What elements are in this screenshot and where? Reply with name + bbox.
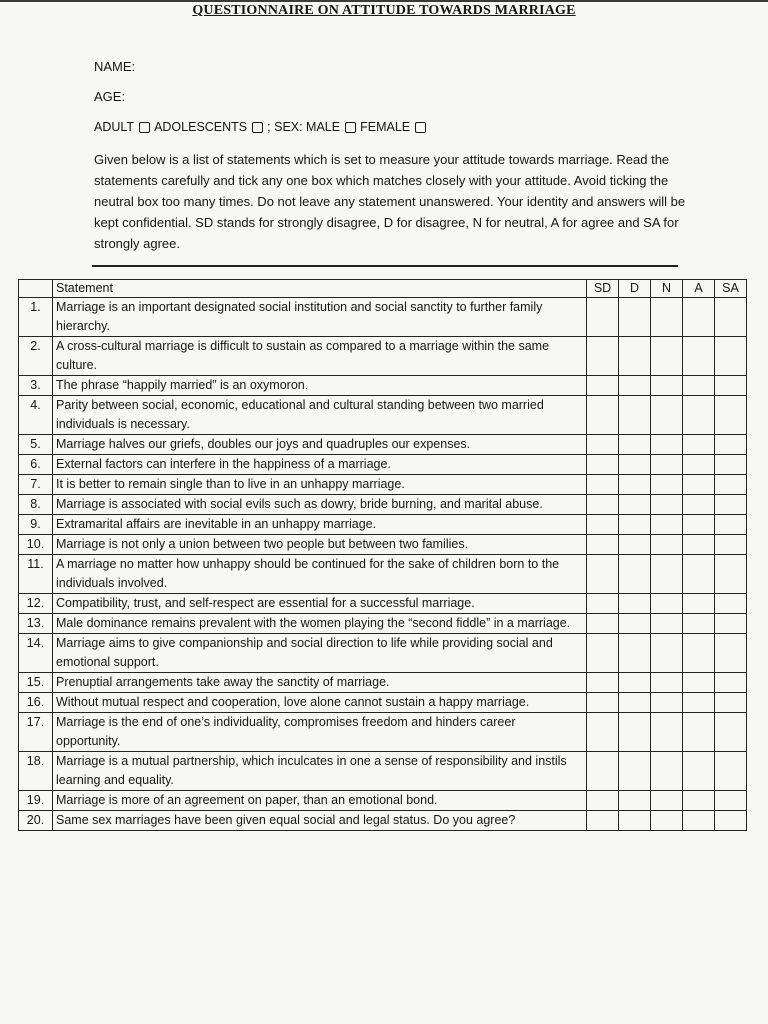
rating-cell-sa[interactable] xyxy=(715,555,747,594)
rating-cell-sa[interactable] xyxy=(715,634,747,673)
row-number: 14. xyxy=(19,634,53,673)
table-row xyxy=(19,594,747,614)
rating-cell-d[interactable] xyxy=(619,752,651,791)
rating-cell-d[interactable] xyxy=(619,515,651,535)
rating-cell-sa[interactable] xyxy=(715,396,747,435)
rating-cell-n[interactable] xyxy=(651,614,683,634)
rating-cell-sd[interactable] xyxy=(587,455,619,475)
table-row xyxy=(19,791,747,811)
rating-cell-a[interactable] xyxy=(683,673,715,693)
row-number: 15. xyxy=(19,673,53,693)
female-label: FEMALE xyxy=(360,120,411,134)
rating-cell-n[interactable] xyxy=(651,495,683,515)
rating-cell-n[interactable] xyxy=(651,396,683,435)
row-number: 5. xyxy=(19,435,53,455)
rating-cell-sd[interactable] xyxy=(587,791,619,811)
row-number: 9. xyxy=(19,515,53,535)
table-row xyxy=(19,555,747,594)
rating-cell-n[interactable] xyxy=(651,634,683,673)
rating-cell-a[interactable] xyxy=(683,535,715,555)
rating-cell-d[interactable] xyxy=(619,693,651,713)
questionnaire-table xyxy=(18,279,747,831)
header-a: A xyxy=(683,280,715,298)
row-number: 18. xyxy=(19,752,53,791)
row-number: 17. xyxy=(19,713,53,752)
header-n: N xyxy=(651,280,683,298)
rating-cell-d[interactable] xyxy=(619,811,651,831)
rating-cell-sa[interactable] xyxy=(715,693,747,713)
rating-cell-d[interactable] xyxy=(619,495,651,515)
female-checkbox[interactable] xyxy=(415,122,426,133)
adult-label: ADULT xyxy=(94,120,135,134)
rating-cell-sd[interactable] xyxy=(587,475,619,495)
rating-cell-a[interactable] xyxy=(683,396,715,435)
table-row xyxy=(19,634,747,673)
table-body xyxy=(19,298,747,831)
rating-cell-a[interactable] xyxy=(683,495,715,515)
rating-cell-d[interactable] xyxy=(619,475,651,495)
row-statement: The phrase “happily married” is an oxymoron. xyxy=(53,376,587,396)
header-sd: SD xyxy=(587,280,619,298)
rating-cell-sd[interactable] xyxy=(587,811,619,831)
rating-cell-n[interactable] xyxy=(651,298,683,337)
instructions-text: Given below is a list of statements which is set to measure your attitude towards marriage. Read the statements carefully and tick any one box which matches closely with your attitude. Avoid ticking the neutral box too many times. Do not leave any statement unanswered. Your identity and answers will be kept confidential. SD stands for strongly disagree, D for disagree, N for neutral, A for agree and SA for strongly agree. xyxy=(94,152,686,251)
rating-cell-sa[interactable] xyxy=(715,811,747,831)
table-row xyxy=(19,435,747,455)
row-number: 3. xyxy=(19,376,53,396)
row-number: 6. xyxy=(19,455,53,475)
rating-cell-a[interactable] xyxy=(683,515,715,535)
rating-cell-sd[interactable] xyxy=(587,673,619,693)
rating-cell-sa[interactable] xyxy=(715,298,747,337)
rating-cell-a[interactable] xyxy=(683,752,715,791)
rating-cell-n[interactable] xyxy=(651,791,683,811)
rating-cell-a[interactable] xyxy=(683,475,715,495)
rating-cell-sd[interactable] xyxy=(587,495,619,515)
rating-cell-sa[interactable] xyxy=(715,376,747,396)
table-row xyxy=(19,475,747,495)
rating-cell-a[interactable] xyxy=(683,376,715,396)
row-statement: Marriage is a mutual partnership, which inculcates in one a sense of responsibility and instils learning and equality. xyxy=(53,752,587,791)
row-number: 13. xyxy=(19,614,53,634)
rating-cell-sa[interactable] xyxy=(715,495,747,515)
rating-cell-a[interactable] xyxy=(683,811,715,831)
table-row xyxy=(19,693,747,713)
rating-cell-sa[interactable] xyxy=(715,455,747,475)
table-row xyxy=(19,752,747,791)
page-title: QUESTIONNAIRE ON ATTITUDE TOWARDS MARRIAGE xyxy=(192,3,576,18)
row-statement: External factors can interfere in the happiness of a marriage. xyxy=(53,455,587,475)
table-row xyxy=(19,298,747,337)
rating-cell-a[interactable] xyxy=(683,455,715,475)
row-statement: Same sex marriages have been given equal social and legal status. Do you agree? xyxy=(53,811,587,831)
rating-cell-sa[interactable] xyxy=(715,791,747,811)
row-statement: A marriage no matter how unhappy should be continued for the sake of children born to the individuals involved. xyxy=(53,555,587,594)
rating-cell-sa[interactable] xyxy=(715,515,747,535)
row-statement: Prenuptial arrangements take away the sanctity of marriage. xyxy=(53,673,587,693)
row-statement: A cross-cultural marriage is difficult to sustain as compared to a marriage within the same culture. xyxy=(53,337,587,376)
table-row xyxy=(19,495,747,515)
table-row xyxy=(19,673,747,693)
header-number-cell xyxy=(19,280,53,298)
table-row xyxy=(19,337,747,376)
table-row xyxy=(19,535,747,555)
rating-cell-n[interactable] xyxy=(651,693,683,713)
age-label: AGE: xyxy=(94,89,126,104)
rating-cell-sd[interactable] xyxy=(587,535,619,555)
rating-cell-d[interactable] xyxy=(619,791,651,811)
rating-cell-a[interactable] xyxy=(683,693,715,713)
rating-cell-sd[interactable] xyxy=(587,337,619,376)
row-statement: Marriage is not only a union between two people but between two families. xyxy=(53,535,587,555)
adolescents-label: ADOLESCENTS xyxy=(154,120,248,134)
row-number: 16. xyxy=(19,693,53,713)
row-statement: Parity between social, economic, educational and cultural standing between two married individuals is necessary. xyxy=(53,396,587,435)
demographics-row xyxy=(94,120,430,134)
rating-cell-sa[interactable] xyxy=(715,337,747,376)
row-statement: Marriage is more of an agreement on paper, than an emotional bond. xyxy=(53,791,587,811)
rating-cell-a[interactable] xyxy=(683,337,715,376)
row-number: 4. xyxy=(19,396,53,435)
rating-cell-sa[interactable] xyxy=(715,475,747,495)
table-row xyxy=(19,455,747,475)
rating-cell-n[interactable] xyxy=(651,455,683,475)
table-row xyxy=(19,713,747,752)
rating-cell-sa[interactable] xyxy=(715,594,747,614)
rating-cell-sd[interactable] xyxy=(587,435,619,455)
header-d: D xyxy=(619,280,651,298)
rating-cell-d[interactable] xyxy=(619,673,651,693)
rating-cell-sd[interactable] xyxy=(587,555,619,594)
row-statement: Marriage is an important designated social institution and social sanctity to further family hierarchy. xyxy=(53,298,587,337)
row-number: 1. xyxy=(19,298,53,337)
adolescents-checkbox[interactable] xyxy=(252,122,263,133)
table-row xyxy=(19,614,747,634)
rating-cell-a[interactable] xyxy=(683,594,715,614)
rating-cell-sd[interactable] xyxy=(587,376,619,396)
name-label: NAME: xyxy=(94,59,136,74)
rating-cell-d[interactable] xyxy=(619,396,651,435)
rating-cell-sd[interactable] xyxy=(587,713,619,752)
rating-cell-d[interactable] xyxy=(619,634,651,673)
row-number: 11. xyxy=(19,555,53,594)
row-number: 10. xyxy=(19,535,53,555)
row-statement: Marriage is associated with social evils such as dowry, bride burning, and marital abuse. xyxy=(53,495,587,515)
rating-cell-n[interactable] xyxy=(651,475,683,495)
rating-cell-sa[interactable] xyxy=(715,713,747,752)
rating-cell-a[interactable] xyxy=(683,435,715,455)
rating-cell-n[interactable] xyxy=(651,555,683,594)
rating-cell-a[interactable] xyxy=(683,791,715,811)
adult-checkbox[interactable] xyxy=(139,122,150,133)
rating-cell-n[interactable] xyxy=(651,515,683,535)
row-number: 19. xyxy=(19,791,53,811)
row-number: 8. xyxy=(19,495,53,515)
rating-cell-n[interactable] xyxy=(651,337,683,376)
sex-male-label: ; SEX: MALE xyxy=(267,120,341,134)
rating-cell-sa[interactable] xyxy=(715,535,747,555)
row-statement: Without mutual respect and cooperation, love alone cannot sustain a happy marriage. xyxy=(53,693,587,713)
rating-cell-sd[interactable] xyxy=(587,614,619,634)
rating-cell-sd[interactable] xyxy=(587,634,619,673)
header-statement: Statement xyxy=(53,280,587,298)
rating-cell-a[interactable] xyxy=(683,713,715,752)
table-row xyxy=(19,396,747,435)
table-row xyxy=(19,811,747,831)
row-statement: Marriage aims to give companionship and social direction to life while providing social and emotional support. xyxy=(53,634,587,673)
row-statement: Male dominance remains prevalent with the women playing the “second fiddle” in a marriage. xyxy=(53,614,587,634)
male-checkbox[interactable] xyxy=(345,122,356,133)
rating-cell-sa[interactable] xyxy=(715,752,747,791)
rating-cell-a[interactable] xyxy=(683,298,715,337)
rating-cell-d[interactable] xyxy=(619,614,651,634)
rating-cell-d[interactable] xyxy=(619,298,651,337)
rating-cell-sd[interactable] xyxy=(587,752,619,791)
rating-cell-d[interactable] xyxy=(619,594,651,614)
rating-cell-n[interactable] xyxy=(651,376,683,396)
table-row xyxy=(19,515,747,535)
row-statement: Extramarital affairs are inevitable in an unhappy marriage. xyxy=(53,515,587,535)
rating-cell-a[interactable] xyxy=(683,634,715,673)
row-number: 20. xyxy=(19,811,53,831)
row-statement: It is better to remain single than to live in an unhappy marriage. xyxy=(53,475,587,495)
header-sa: SA xyxy=(715,280,747,298)
rating-cell-n[interactable] xyxy=(651,752,683,791)
rating-cell-d[interactable] xyxy=(619,455,651,475)
rating-cell-d[interactable] xyxy=(619,376,651,396)
rating-cell-n[interactable] xyxy=(651,535,683,555)
table-row xyxy=(19,376,747,396)
rating-cell-d[interactable] xyxy=(619,435,651,455)
divider-line xyxy=(92,265,678,267)
rating-cell-a[interactable] xyxy=(683,555,715,594)
row-statement: Compatibility, trust, and self-respect are essential for a successful marriage. xyxy=(53,594,587,614)
rating-cell-d[interactable] xyxy=(619,337,651,376)
rating-cell-sa[interactable] xyxy=(715,435,747,455)
rating-cell-n[interactable] xyxy=(651,435,683,455)
rating-cell-sa[interactable] xyxy=(715,614,747,634)
rating-cell-sd[interactable] xyxy=(587,594,619,614)
table-header-row xyxy=(19,280,747,298)
row-number: 2. xyxy=(19,337,53,376)
rating-cell-sd[interactable] xyxy=(587,515,619,535)
row-number: 12. xyxy=(19,594,53,614)
row-number: 7. xyxy=(19,475,53,495)
rating-cell-d[interactable] xyxy=(619,555,651,594)
rating-cell-n[interactable] xyxy=(651,673,683,693)
rating-cell-n[interactable] xyxy=(651,594,683,614)
rating-cell-a[interactable] xyxy=(683,614,715,634)
top-edge-line xyxy=(0,0,768,2)
rating-cell-d[interactable] xyxy=(619,535,651,555)
rating-cell-sa[interactable] xyxy=(715,673,747,693)
rating-cell-sd[interactable] xyxy=(587,298,619,337)
rating-cell-sd[interactable] xyxy=(587,693,619,713)
row-statement: Marriage is the end of one’s individuality, compromises freedom and hinders career opportunity. xyxy=(53,713,587,752)
rating-cell-sd[interactable] xyxy=(587,396,619,435)
rating-cell-d[interactable] xyxy=(619,713,651,752)
rating-cell-n[interactable] xyxy=(651,811,683,831)
row-statement: Marriage halves our griefs, doubles our joys and quadruples our expenses. xyxy=(53,435,587,455)
rating-cell-n[interactable] xyxy=(651,713,683,752)
